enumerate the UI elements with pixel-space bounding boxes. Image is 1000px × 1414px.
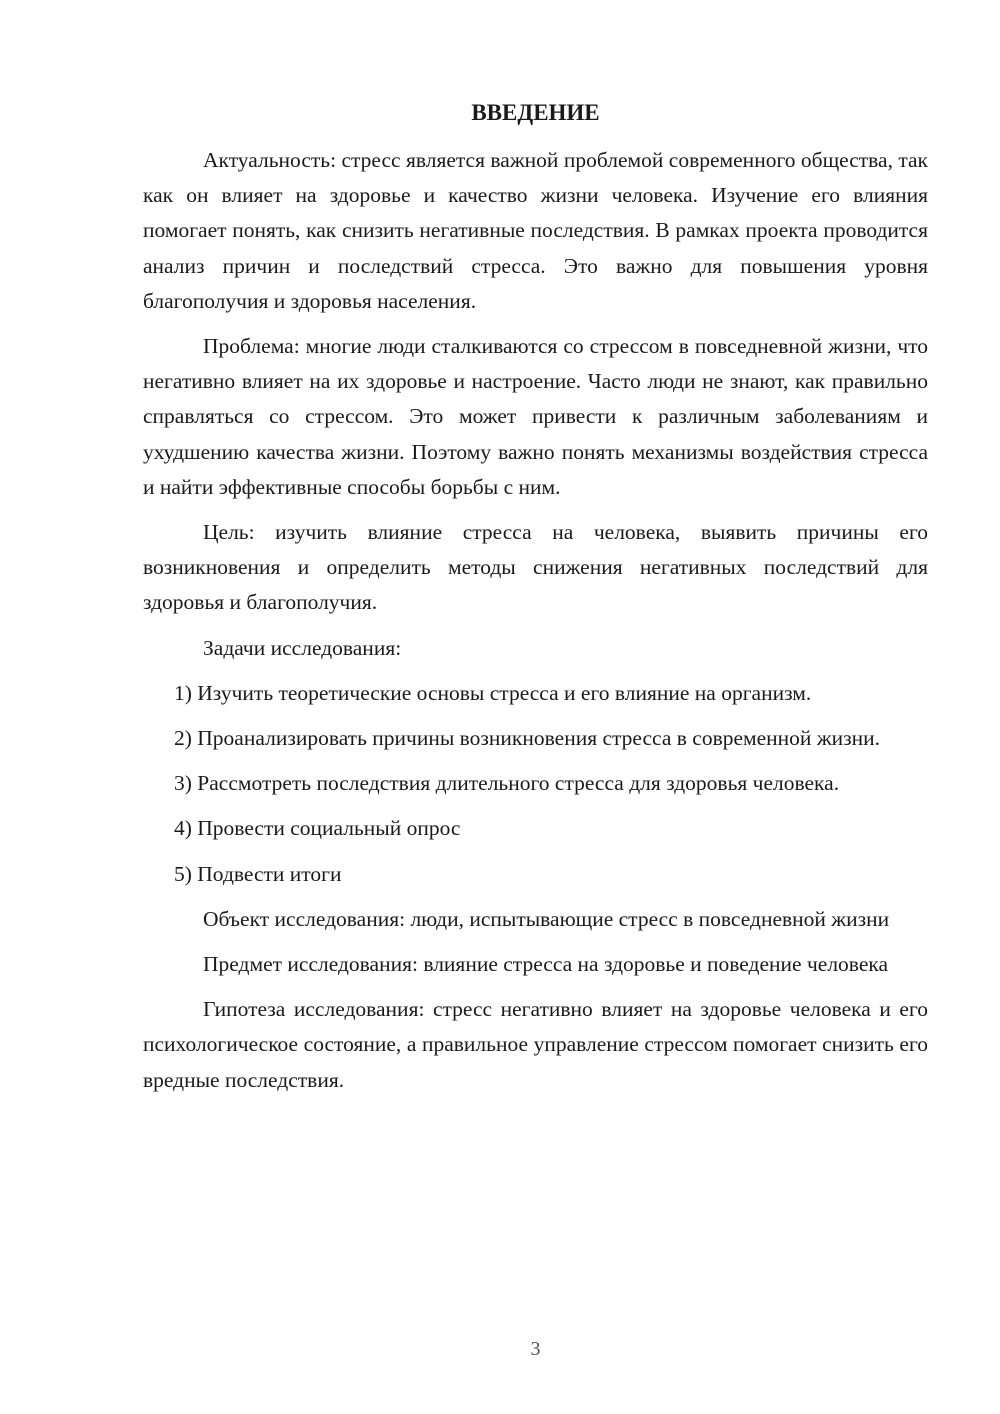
task-item-3: 3) Рассмотреть последствия длительного стресса для здоровья человека. <box>174 771 840 796</box>
paragraph-relevance: Актуальность: стресс является важной проблемой современного общества, так как он влияет на здоровье и качество жизни человека. Изучение его влияния помогает понять, как снизить негативные последствия. В рамках проекта проводится анализ причин и последствий стресса. Это важно для повышения уровня благополучия и здоровья населения. <box>143 148 928 313</box>
paragraph-problem: Проблема: многие люди сталкиваются со стрессом в повседневной жизни, что негативно влияет на их здоровье и настроение. Часто люди не знают, как правильно справляться со стрессом. Это может привести к различным заболеваниям и ухудшению качества жизни. Поэтому важно понять механизмы воздействия стресса и найти эффективные способы борьбы с ним. <box>143 334 928 499</box>
paragraph-hypothesis: Гипотеза исследования: стресс негативно влияет на здоровье человека и его психологическое состояние, а правильное управление стрессом помогает снизить его вредные последствия. <box>143 997 928 1092</box>
page-number: 3 <box>530 1338 541 1360</box>
task-item-5: 5) Подвести итоги <box>174 861 342 886</box>
document-page <box>143 0 928 1414</box>
paragraph-object: Объект исследования: люди, испытывающие стресс в повседневной жизни <box>203 906 890 931</box>
task-item-4: 4) Провести социальный опрос <box>174 816 461 841</box>
paragraph-subject: Предмет исследования: влияние стресса на здоровье и поведение человека <box>203 952 889 977</box>
task-item-2: 2) Проанализировать причины возникновения стресса в современной жизни. <box>174 726 881 751</box>
tasks-heading: Задачи исследования: <box>203 635 402 660</box>
task-item-1: 1) Изучить теоретические основы стресса и его влияние на организм. <box>174 680 812 705</box>
body-text <box>143 143 928 1108</box>
page-title: ВВЕДЕНИЕ <box>471 100 600 125</box>
paragraph-goal: Цель: изучить влияние стресса на человека, выявить причины его возникновения и определить методы снижения негативных последствий для здоровья и благополучия. <box>143 520 928 615</box>
